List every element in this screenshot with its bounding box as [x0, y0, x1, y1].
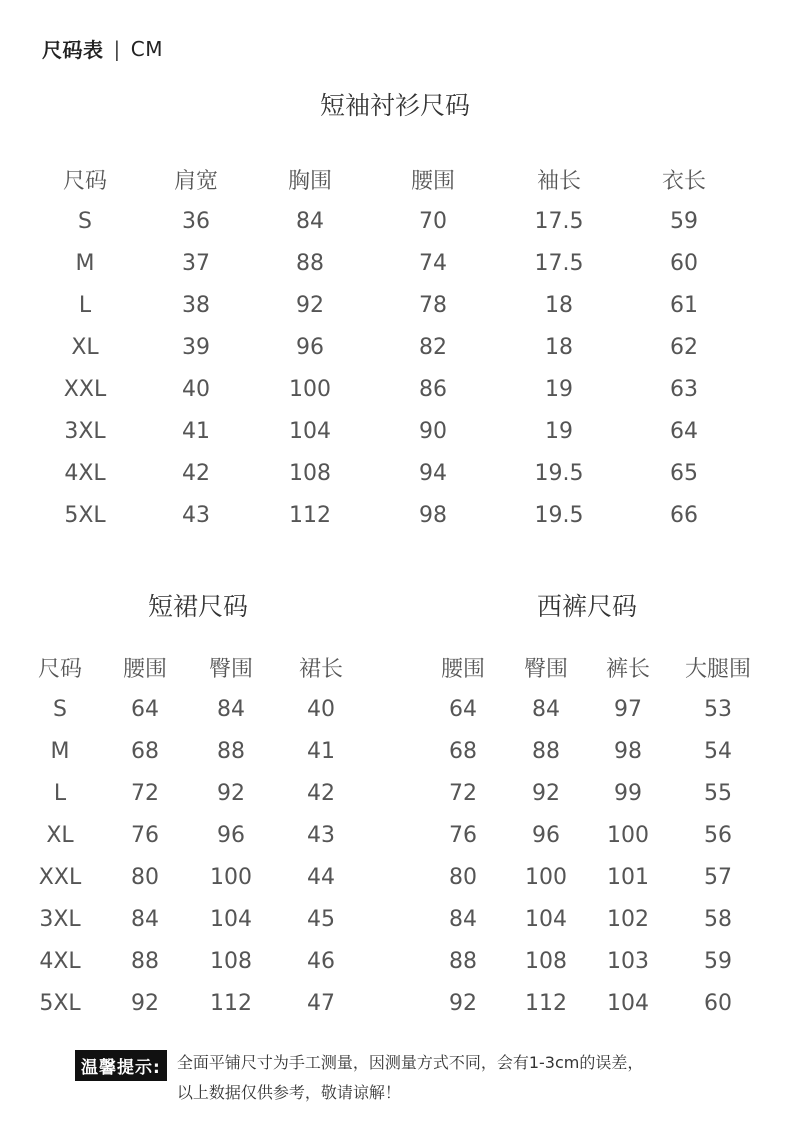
table-cell: 5XL	[39, 990, 81, 1016]
table-cell: 97	[614, 696, 642, 722]
table-row	[420, 982, 766, 1024]
table-cell: 65	[670, 460, 698, 486]
table-cell: 63	[670, 376, 698, 402]
table-cell: 88	[217, 738, 245, 764]
pants-column-header: 臀围	[523, 656, 568, 682]
table-cell: 61	[670, 292, 698, 318]
tip-line-2: 以上数据仅供参考，敬请谅解！	[176, 1083, 401, 1102]
table-cell: 98	[419, 502, 447, 528]
table-cell: 99	[614, 780, 642, 806]
header-unit: CM	[130, 36, 163, 61]
table-cell: 84	[449, 906, 477, 932]
table-row	[24, 814, 374, 856]
table-row	[24, 730, 374, 772]
table-cell: 18	[545, 334, 573, 360]
table-cell: 101	[607, 864, 649, 890]
table-row	[36, 410, 754, 452]
table-cell: 19	[545, 418, 573, 444]
table-cell: 80	[449, 864, 477, 890]
chart-header	[42, 34, 163, 63]
shirt-size-table	[36, 158, 754, 536]
table-row	[24, 856, 374, 898]
table-row	[36, 368, 754, 410]
tip-badge: 温馨提示:	[75, 1050, 167, 1081]
table-cell: 68	[449, 738, 477, 764]
table-cell: 78	[419, 292, 447, 318]
shirt-column-header: 袖长	[536, 168, 581, 194]
pants-column-header: 大腿围	[684, 656, 751, 682]
skirt-column-header: 臀围	[208, 656, 253, 682]
table-cell: 19.5	[534, 460, 584, 486]
table-row	[420, 898, 766, 940]
table-cell: 3XL	[39, 906, 81, 932]
table-cell: 19.5	[534, 502, 584, 528]
table-cell: 46	[307, 948, 335, 974]
table-cell: 43	[182, 502, 210, 528]
table-cell: 4XL	[64, 460, 106, 486]
table-cell: XXL	[38, 864, 82, 890]
table-cell: 104	[289, 418, 331, 444]
table-cell: 38	[182, 292, 210, 318]
table-cell: 59	[704, 948, 732, 974]
table-cell: 60	[704, 990, 732, 1016]
table-cell: 36	[182, 208, 210, 234]
table-cell: M	[75, 250, 95, 276]
table-cell: 88	[296, 250, 324, 276]
table-cell: 45	[307, 906, 335, 932]
table-cell: 100	[289, 376, 331, 402]
table-cell: 92	[217, 780, 245, 806]
table-cell: 103	[607, 948, 649, 974]
table-cell: 74	[419, 250, 447, 276]
table-cell: 84	[131, 906, 159, 932]
pants-size-table	[420, 646, 766, 1024]
table-cell: 42	[307, 780, 335, 806]
table-cell: 40	[182, 376, 210, 402]
table-cell: 64	[670, 418, 698, 444]
table-cell: 90	[419, 418, 447, 444]
table-cell: 47	[307, 990, 335, 1016]
table-cell: 84	[532, 696, 560, 722]
table-cell: XL	[71, 334, 99, 360]
table-cell: 66	[670, 502, 698, 528]
table-cell: 88	[449, 948, 477, 974]
table-cell: L	[78, 292, 92, 318]
shirt-section-title: 短袖衬衫尺码	[319, 91, 470, 120]
shirt-column-header: 腰围	[410, 168, 455, 194]
table-cell: 41	[182, 418, 210, 444]
table-row	[36, 494, 754, 536]
table-cell: 3XL	[64, 418, 106, 444]
table-cell: 5XL	[64, 502, 106, 528]
table-cell: 18	[545, 292, 573, 318]
table-cell: 104	[607, 990, 649, 1016]
table-cell: 84	[217, 696, 245, 722]
tip-text	[177, 1048, 644, 1108]
table-row	[36, 284, 754, 326]
table-cell: 82	[419, 334, 447, 360]
skirt-column-header: 腰围	[122, 656, 167, 682]
table-cell: 42	[182, 460, 210, 486]
table-cell: 92	[296, 292, 324, 318]
shirt-column-header: 尺码	[62, 168, 107, 194]
table-row	[36, 326, 754, 368]
table-cell: 108	[525, 948, 567, 974]
table-cell: 112	[289, 502, 331, 528]
table-cell: S	[53, 696, 67, 722]
table-cell: 92	[532, 780, 560, 806]
table-row	[420, 688, 766, 730]
table-cell: 60	[670, 250, 698, 276]
table-row	[36, 242, 754, 284]
pants-section-title: 西裤尺码	[536, 592, 637, 621]
shirt-column-header: 胸围	[287, 168, 332, 194]
shirt-header-row	[36, 158, 754, 200]
pants-column-header: 腰围	[440, 656, 485, 682]
table-cell: 53	[704, 696, 732, 722]
skirt-section-title: 短裙尺码	[147, 592, 248, 621]
table-row	[420, 856, 766, 898]
table-row	[24, 940, 374, 982]
table-cell: 72	[449, 780, 477, 806]
pants-header-row	[420, 646, 766, 688]
table-cell: 92	[131, 990, 159, 1016]
table-cell: 58	[704, 906, 732, 932]
table-cell: 88	[131, 948, 159, 974]
table-cell: 98	[614, 738, 642, 764]
skirt-column-header: 裙长	[298, 656, 343, 682]
table-cell: 43	[307, 822, 335, 848]
table-cell: 102	[607, 906, 649, 932]
table-cell: L	[53, 780, 67, 806]
table-cell: 100	[525, 864, 567, 890]
table-cell: 80	[131, 864, 159, 890]
table-cell: 62	[670, 334, 698, 360]
table-cell: 19	[545, 376, 573, 402]
tip-line-1: 全面平铺尺寸为手工测量，因测量方式不同，会有1-3cm的误差，	[176, 1053, 644, 1072]
table-cell: 64	[449, 696, 477, 722]
table-cell: 86	[419, 376, 447, 402]
table-row	[24, 688, 374, 730]
table-cell: 39	[182, 334, 210, 360]
table-cell: 37	[182, 250, 210, 276]
pants-column-header: 裤长	[605, 656, 650, 682]
table-cell: 64	[131, 696, 159, 722]
table-cell: 57	[704, 864, 732, 890]
skirt-column-header: 尺码	[37, 656, 82, 682]
table-row	[24, 982, 374, 1024]
skirt-header-row	[24, 646, 374, 688]
table-cell: 100	[607, 822, 649, 848]
header-separator: |	[113, 36, 121, 61]
table-cell: 17.5	[534, 250, 584, 276]
table-cell: 92	[449, 990, 477, 1016]
table-row	[36, 200, 754, 242]
table-cell: 108	[210, 948, 252, 974]
table-row	[24, 898, 374, 940]
table-cell: 72	[131, 780, 159, 806]
table-cell: 40	[307, 696, 335, 722]
table-cell: 41	[307, 738, 335, 764]
table-cell: 76	[449, 822, 477, 848]
table-cell: 88	[532, 738, 560, 764]
table-cell: S	[78, 208, 92, 234]
table-cell: 44	[307, 864, 335, 890]
table-cell: 54	[704, 738, 732, 764]
table-cell: 70	[419, 208, 447, 234]
table-cell: 4XL	[39, 948, 81, 974]
table-cell: 104	[525, 906, 567, 932]
table-row	[24, 772, 374, 814]
table-cell: 112	[525, 990, 567, 1016]
shirt-column-header: 肩宽	[173, 168, 218, 194]
table-cell: 76	[131, 822, 159, 848]
tip-notice	[75, 1050, 643, 1108]
table-row	[420, 940, 766, 982]
header-label: 尺码表	[42, 38, 104, 62]
table-cell: 56	[704, 822, 732, 848]
table-cell: 96	[296, 334, 324, 360]
table-cell: XXL	[63, 376, 107, 402]
table-cell: 84	[296, 208, 324, 234]
shirt-column-header: 衣长	[661, 168, 706, 194]
table-cell: 100	[210, 864, 252, 890]
table-row	[420, 814, 766, 856]
table-row	[36, 452, 754, 494]
table-cell: 96	[532, 822, 560, 848]
table-row	[420, 772, 766, 814]
table-row	[420, 730, 766, 772]
table-cell: XL	[46, 822, 74, 848]
table-cell: 17.5	[534, 208, 584, 234]
table-cell: 104	[210, 906, 252, 932]
table-cell: 108	[289, 460, 331, 486]
table-cell: 94	[419, 460, 447, 486]
table-cell: 59	[670, 208, 698, 234]
table-cell: 96	[217, 822, 245, 848]
table-cell: 55	[704, 780, 732, 806]
table-cell: 68	[131, 738, 159, 764]
table-cell: 112	[210, 990, 252, 1016]
table-cell: M	[50, 738, 70, 764]
skirt-size-table	[24, 646, 374, 1024]
